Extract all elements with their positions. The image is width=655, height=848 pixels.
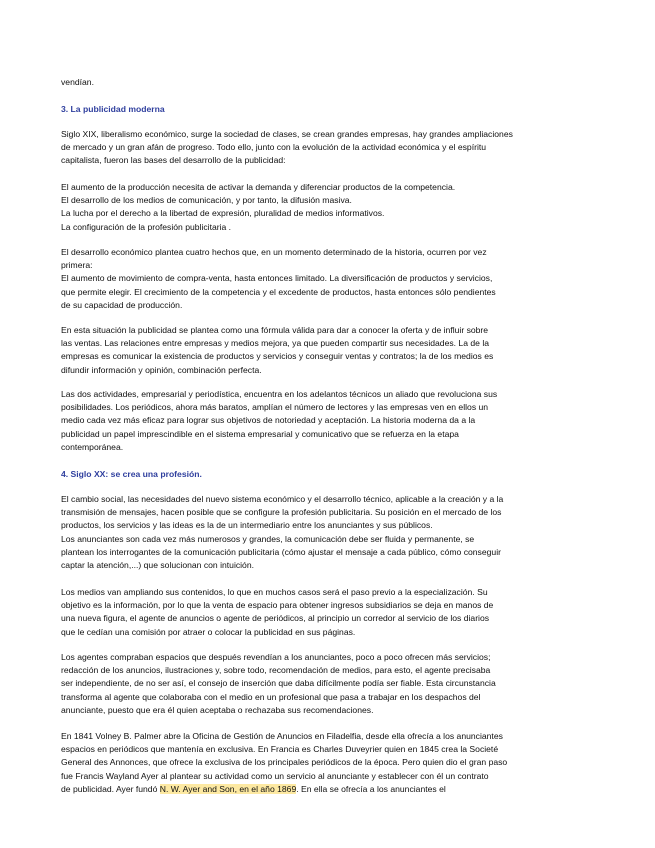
text-line: redacción de los anuncios, ilustraciones y, sobre todo, recomendación de medios, para esto, el agente precisaba bbox=[61, 665, 491, 676]
text-line: contemporánea. bbox=[61, 441, 124, 452]
text-line: las ventas. Las relaciones entre empresas y medios mejora, ya que pueden compartir sus necesidades. La de la bbox=[61, 338, 490, 349]
paragraph-medios bbox=[61, 586, 597, 639]
section-heading-3 bbox=[61, 103, 597, 116]
text-line: Los agentes compraban espacios que después revendían a los anunciantes, poco a poco ofrecen más servicios; bbox=[61, 652, 491, 662]
heading-text: 3. La publicidad moderna bbox=[61, 104, 165, 114]
paragraph-bases-list bbox=[61, 181, 597, 234]
text-line: transmisión de mensajes, hacen posible que se configure la profesión publicitaria. Su posición en el mercado de los bbox=[61, 507, 502, 518]
paragraph-actividades bbox=[61, 388, 597, 454]
text-line: primera: bbox=[61, 260, 93, 271]
text-line: El cambio social, las necesidades del nuevo sistema económico y el desarrollo técnico, aplicable a la creación y a la bbox=[61, 494, 504, 504]
text-line: anunciante, puesto que era él quien aceptaba o rechazaba sus recomendaciones. bbox=[61, 704, 374, 715]
paragraph-intro bbox=[61, 76, 597, 89]
text-fragment: de publicidad. Ayer fundó bbox=[61, 783, 160, 794]
text-line: Los medios van ampliando sus contenidos, lo que en muchos casos será el paso previo a la especialización. Su bbox=[61, 587, 488, 597]
text-line: de su capacidad de producción. bbox=[61, 299, 183, 310]
text-line: productos, los servicios y las ideas es la de un intermediario entre los anunciantes y sus públicos. bbox=[61, 520, 433, 531]
text-line: plantean los interrogantes de la comunicación publicitaria (cómo ajustar el mensaje a cada público, cómo conseguir bbox=[61, 546, 501, 557]
text-line: En esta situación la publicidad se plantea como una fórmula válida para dar a conocer la oferta y de influir sobre bbox=[61, 325, 489, 335]
text-line: ser independiente, de no ser así, el consejo de inserción que daba difícilmente podía ser fiable. Esta circunstancia bbox=[61, 678, 496, 689]
text-line: El aumento de la producción necesita de activar la demanda y diferenciar productos de la competencia. bbox=[61, 182, 456, 192]
text-line: de mercado y un gran afán de progreso. Todo ello, junto con la evolución de la actividad económica y el espíritu bbox=[61, 142, 487, 153]
text-line: publicidad un papel imprescindible en el sistema empresarial y comunicativo que se refuerza en la etapa bbox=[61, 428, 459, 439]
text-line: medio cada vez más eficaz para lograr sus objetivos de notoriedad y aceptación. La historia moderna da a la bbox=[61, 415, 476, 426]
text-line: En 1841 Volney B. Palmer abre la Oficina de Gestión de Anuncios en Filadelfia, desde ella ofrecía a los anunciantes bbox=[61, 731, 503, 741]
text-line: El desarrollo económico plantea cuatro hechos que, en un momento determinado de la historia, ocurren por vez bbox=[61, 247, 487, 257]
text-line: El aumento de movimiento de compra-venta, hasta entonces limitado. La diversificación de productos y servicios, bbox=[61, 273, 493, 284]
text-line: vendían. bbox=[61, 77, 94, 87]
text-line: una nueva figura, el agente de anuncios o agente de periódicos, al principio un corredor al servicio de los diarios bbox=[61, 613, 490, 624]
text-line: posibilidades. Los periódicos, ahora más baratos, amplían el número de lectores y las empresas ven en ellos un bbox=[61, 402, 489, 413]
text-line: difundir información y opinión, combinación perfecta. bbox=[61, 364, 262, 375]
highlighted-text: N. W. Ayer and Son, en el año 1869 bbox=[159, 783, 297, 794]
heading-text: 4. Siglo XX: se crea una profesión. bbox=[61, 469, 202, 479]
paragraph-siglo-xix bbox=[61, 128, 597, 168]
section-heading-4 bbox=[61, 468, 597, 481]
paragraph-desarrollo-economico bbox=[61, 246, 597, 312]
text-line: transforma al agente que colaboraba con el medio en un profesional que pasa a trabajar en los despachos del bbox=[61, 691, 481, 702]
text-line: que le cedían una comisión por atraer o colocar la publicidad en sus páginas. bbox=[61, 626, 356, 637]
text-line-highlighted bbox=[61, 783, 597, 796]
text-line: espacios en periódicos que mantenía en exclusiva. En Francia es Charles Duveyrier quien en 1845 crea la Societé bbox=[61, 744, 499, 755]
text-line: empresas es comunicar la existencia de productos y servicios y conseguir ventas y contratos; la de los medios es bbox=[61, 351, 494, 362]
paragraph-situacion bbox=[61, 324, 597, 377]
text-line: La lucha por el derecho a la libertad de expresión, pluralidad de medios informativos. bbox=[61, 208, 385, 219]
text-line: La configuración de la profesión publicitaria . bbox=[61, 221, 232, 232]
text-line: Siglo XIX, liberalismo económico, surge la sociedad de clases, se crean grandes empresas, hay grandes ampliaciones bbox=[61, 129, 513, 139]
text-fragment: . En ella se ofrecía a los anunciantes el bbox=[296, 783, 446, 794]
text-line: que permite elegir. El crecimiento de la competencia y el excedente de productos, hasta entonces sólo pendientes bbox=[61, 286, 496, 297]
text-line: fue Francis Wayland Ayer al plantear su actividad como un servicio al anunciante y establecer con él un contrato bbox=[61, 770, 489, 781]
text-line: Los anunciantes son cada vez más numerosos y grandes, la comunicación debe ser fluida y permanente, se bbox=[61, 533, 475, 544]
text-line: El desarrollo de los medios de comunicación, y por tanto, la difusión masiva. bbox=[61, 195, 352, 206]
text-line: Las dos actividades, empresarial y periodística, encuentra en los adelantos técnicos un aliado que revoluciona sus bbox=[61, 389, 498, 399]
text-line: General des Annonces, que ofrece la exclusiva de los principales periódicos de la época. Pero quien dio el gran paso bbox=[61, 757, 508, 768]
text-line: capitalista, fueron las bases del desarrollo de la publicidad: bbox=[61, 155, 286, 166]
text-line: captar la atención,...) que solucionan con intuición. bbox=[61, 560, 255, 571]
paragraph-cambio-social bbox=[61, 493, 597, 572]
paragraph-historia-agencias bbox=[61, 730, 597, 796]
paragraph-agentes bbox=[61, 651, 597, 717]
text-line: objetivo es la información, por lo que la venta de espacio para obtener ingresos subsidiarios se deja en manos de bbox=[61, 600, 494, 611]
